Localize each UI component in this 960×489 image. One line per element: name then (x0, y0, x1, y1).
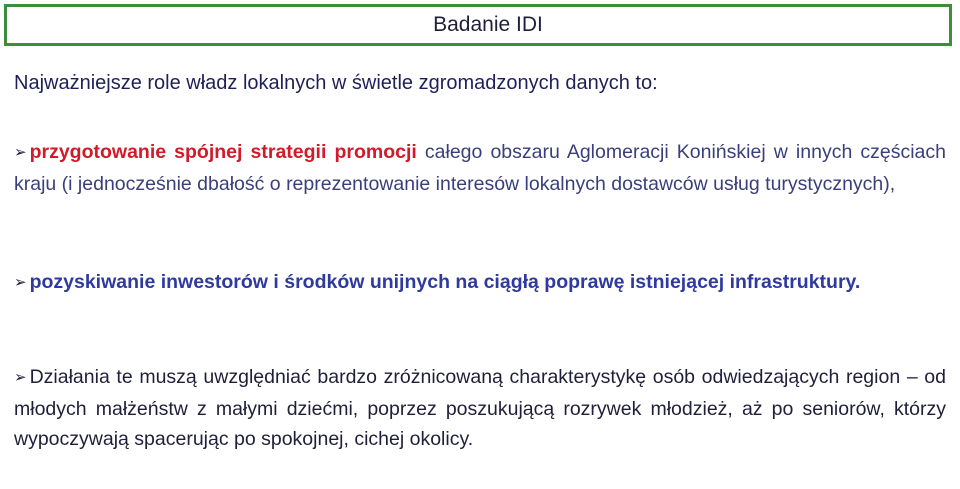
arrow-bullet-icon: ➢ (14, 274, 27, 291)
arrow-bullet-icon: ➢ (14, 369, 27, 386)
highlight-text: przygotowanie spójnej strategii promocji (29, 141, 417, 163)
title-box (4, 4, 952, 46)
arrow-bullet-icon: ➢ (14, 144, 27, 161)
item-text: pozyskiwanie inwestorów i środków unijnych na ciągłą poprawę istniejącej infrastruktury. (29, 271, 861, 293)
item-text: całego obszaru Aglomeracji Konińskiej w innych częściach kraju (i jednocześnie dbałość o reprezentowanie interesów lokalnych dostawców usług turystycznych), (14, 141, 946, 195)
bullet-item-promotion (14, 137, 946, 199)
lead-text: Najważniejsze role władz lokalnych w świetle zgromadzonych danych to: (14, 72, 658, 94)
page-title: Badanie IDI (433, 13, 543, 36)
bullet-item-investors (14, 267, 946, 299)
bullet-item-actions (14, 362, 946, 454)
item-text: Działania te muszą uwzględniać bardzo zróżnicowaną charakterystykę osób odwiedzających region – od młodych małżeństw z małymi dziećmi, poprzez poszukującą rozrywek młodzież, aż po seniorów, którzy wypoczywają spacerując po spokojnej, cichej okolicy. (14, 366, 946, 450)
